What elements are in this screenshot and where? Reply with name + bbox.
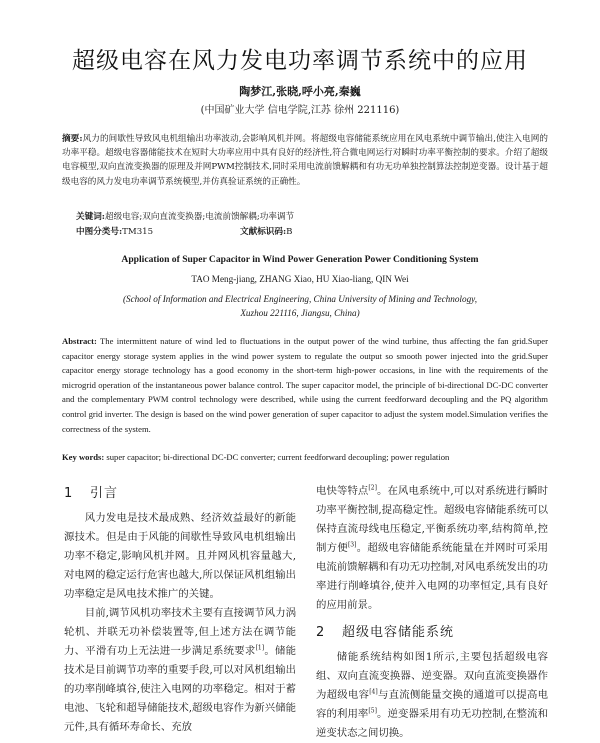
body-column-left xyxy=(64,482,296,737)
citation: [5] xyxy=(368,707,377,715)
paragraph-text: 储能系统结构如图1所示,主要包括超级电容组、双向直流变换器、逆变器。双向直流变换器作为超级电容 xyxy=(316,651,548,701)
english-affiliation xyxy=(0,292,600,320)
section-1-title: 引言 xyxy=(90,486,119,501)
english-authors: TAO Meng-jiang, ZHANG Xiao, HU Xiao-liang, QIN Wei xyxy=(191,274,409,284)
english-keywords xyxy=(62,452,548,462)
authors: 陶梦江,张晓,呼小亮,秦巍 xyxy=(239,85,361,98)
paragraph xyxy=(316,482,548,615)
paragraph-text: 电快等特点 xyxy=(316,485,369,497)
citation: [4] xyxy=(369,688,378,696)
paragraph-text: 。储能技术是目前调节功率的重要手段,可以对风机组输出的功率削峰填谷,使注入电网的功率稳定。相对于蓄电池、飞轮和超导储能技术,超级电容作为新兴储能元件,具有循环寿命长、充放 xyxy=(64,645,297,733)
section-2-title: 超级电容储能系统 xyxy=(342,625,455,640)
citation: [2] xyxy=(368,484,377,492)
citation: [1] xyxy=(255,644,265,652)
paper-title: 超级电容在风力发电功率调节系统中的应用 xyxy=(72,48,528,74)
doc-code-value: B xyxy=(286,227,293,237)
section-2-heading xyxy=(316,623,548,642)
paragraph-text: 。逆变器采用有功无功控制,在整流和逆变状态之间切换。 xyxy=(316,708,548,739)
clc-value: TM315 xyxy=(122,227,154,237)
citation: [3] xyxy=(347,541,357,549)
abstract-zh-label: 摘要: xyxy=(62,134,83,144)
abstract-en-text: The intermittent nature of wind led to fluctuations in the output power of the wind turbine, thus affecting the fan grid.Super capacitor energy storage system applies in the wind power system to regulate the output so smooth power injected into the grid.Super capacitor energy storage technology has a good economy in the short-term high-power occasions, in line with the requirements of the microgrid operation of the instantaneous power balance control. The super capacitor model, the principle of bi-directional DC-DC converter and the complementary PWM control technology were described, while using the current feedforward decoupling and the PQ algorithm control grid inverter. The design is based on the wind power generation of super capacitor to adjust the system model.Simulation verifies the correctness of the system. xyxy=(62,336,548,434)
english-title: Application of Super Capacitor in Wind Power Generation Power Conditioning System xyxy=(121,254,479,265)
paragraph-text: 。在风电系统中,可以对系统进行瞬时功率平衡控制,提高稳定性。超级电容储能系统可以保持直流母线电压稳定,平衡系统功率,结构简单,控制方便 xyxy=(316,485,548,554)
paragraph-text: 。超级电容储能系统能量在并网时可采用电流前馈解耦和有功无功控制,对风电系统发出的功率进行削峰填谷,使并入电网的功率恒定,具有良好的应用前景。 xyxy=(316,542,549,611)
keywords-zh-text: 超级电容;双向直流变换器;电流前馈解耦;功率调节 xyxy=(104,212,295,222)
doc-code-label: 文献标识码: xyxy=(240,227,287,237)
section-1-number: 1 xyxy=(64,486,74,501)
english-affiliation-line2: Xuzhou 221116, Jiangsu, China) xyxy=(240,308,360,318)
paragraph-text: 与直流侧能量交换的通道可以提高电容的利用率 xyxy=(316,689,549,720)
clc-label: 中图分类号: xyxy=(76,227,123,237)
doc-code xyxy=(240,225,292,237)
paragraph xyxy=(64,604,296,737)
keywords-zh xyxy=(76,210,294,222)
english-abstract xyxy=(62,334,548,436)
paragraph xyxy=(316,648,548,743)
abstract-zh-text: 风力的间歇性导致风电机组输出功率波动,会影响风机并网。将超级电容储能系统应用在风电系统中调节输出,使注入电网的功率平稳。超级电容器储能技术在短时大功率应用中具有良好的经济性,符合微电网运行对瞬时功率平衡控制的要求。介绍了超级电容模型,双向直流变换器的原理及并网PWM控制技术,同时采用电流前馈解耦和有功无功单独控制算法控制逆变器。设计基于超级电容的风力发电功率调节系统模型,并仿真验证系统的正确性。 xyxy=(62,134,548,187)
affiliation: (中国矿业大学 信电学院,江苏 徐州 221116) xyxy=(200,105,400,116)
body-column-right xyxy=(316,482,548,743)
abstract-en-label: Abstract: xyxy=(62,336,97,346)
section-2-number: 2 xyxy=(316,625,326,640)
keywords-zh-label: 关键词: xyxy=(76,212,105,222)
clc-number xyxy=(76,225,153,237)
english-affiliation-line1: (School of Information and Electrical Engineering, China University of Mining and Technology, xyxy=(122,294,478,304)
paragraph-text: 目前,调节风机功率技术主要有直接调节风力涡轮机、并联无功补偿装置等,但上述方法在调节能力、平滑有功上无法进一步满足系统要求 xyxy=(64,607,296,657)
keywords-en-text: super capacitor; bi-directional DC-DC converter; current feedforward decoupling; power regulation xyxy=(106,452,450,462)
keywords-en-label: Key words: xyxy=(62,452,105,462)
paragraph: 风力发电是技术最成熟、经济效益最好的新能源技术。但是由于风能的间歇性导致风电机组输出功率不稳定,影响风机并网。且并网风机容量越大,对电网的稳定运行危害也越大,所以保证风机组输出功率稳定是风电技术推广的关键。 xyxy=(64,512,296,600)
section-1-heading xyxy=(64,484,296,503)
chinese-abstract xyxy=(62,132,548,189)
